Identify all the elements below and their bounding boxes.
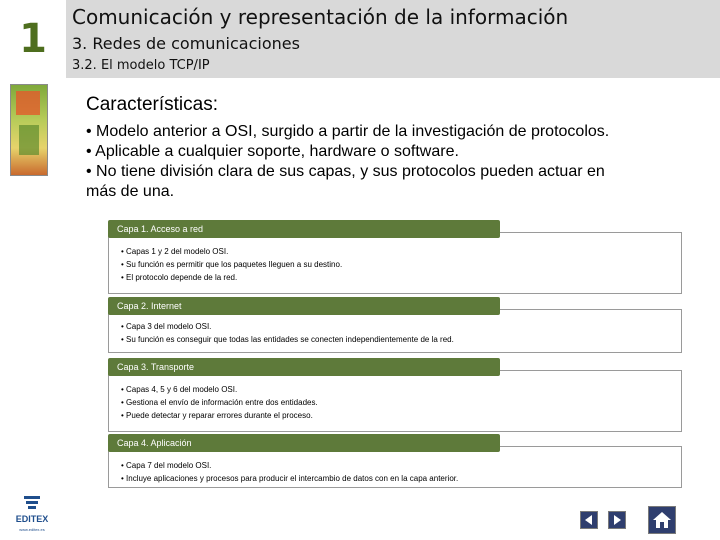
book-cover-image (10, 84, 48, 176)
chapter-number: 1 (19, 16, 47, 62)
layer-1-label: Capa 1. Acceso a red (108, 220, 500, 238)
next-button[interactable] (608, 511, 626, 529)
home-icon (649, 507, 675, 533)
layer-4-label: Capa 4. Aplicación (108, 434, 500, 452)
page-section: 3.2. El modelo TCP/IP (72, 58, 210, 73)
layer-item: • El protocolo depende de la red. (121, 273, 238, 282)
list-item: más de una. (86, 183, 175, 200)
layer-1-body (108, 232, 682, 294)
layer-item: • Su función es conseguir que todas las entidades se conecten independientemente de la red. (121, 335, 454, 344)
layer-item: • Capas 1 y 2 del modelo OSI. (121, 247, 229, 256)
home-button[interactable] (648, 506, 676, 534)
logo-url: www.editex.es (19, 527, 45, 532)
layer-item: • Capas 4, 5 y 6 del modelo OSI. (121, 385, 238, 394)
header-band (66, 0, 720, 78)
editex-mark-icon (22, 494, 42, 510)
list-item: • Modelo anterior a OSI, surgido a partir de la investigación de protocolos. (86, 123, 610, 140)
layer-item: • Gestiona el envío de información entre dos entidades. (121, 398, 318, 407)
layer-item: • Su función es permitir que los paquetes lleguen a su destino. (121, 260, 343, 269)
editex-logo (10, 494, 54, 538)
layer-2-body (108, 309, 682, 353)
layer-item: • Capa 7 del modelo OSI. (121, 461, 212, 470)
section-heading: Características: (86, 94, 218, 115)
layer-3-body (108, 370, 682, 432)
layer-item: • Capa 3 del modelo OSI. (121, 322, 212, 331)
page-title: Comunicación y representación de la información (72, 5, 569, 29)
list-item: • Aplicable a cualquier soporte, hardware o software. (86, 143, 459, 160)
logo-text: EDITEX (15, 514, 49, 524)
list-item: • No tiene división clara de sus capas, y sus protocolos pueden actuar en (86, 163, 605, 180)
layer-2-label: Capa 2. Internet (108, 297, 500, 315)
previous-button[interactable] (580, 511, 598, 529)
page-subtitle: 3. Redes de comunicaciones (72, 34, 300, 53)
next-icon (609, 512, 625, 528)
layer-3-label: Capa 3. Transporte (108, 358, 500, 376)
layer-item: • Incluye aplicaciones y procesos para producir el intercambio de datos con en la capa anterior. (121, 474, 459, 483)
layer-4-body (108, 446, 682, 488)
layer-item: • Puede detectar y reparar errores durante el proceso. (121, 411, 313, 420)
characteristics-list (86, 122, 686, 202)
previous-icon (581, 512, 597, 528)
